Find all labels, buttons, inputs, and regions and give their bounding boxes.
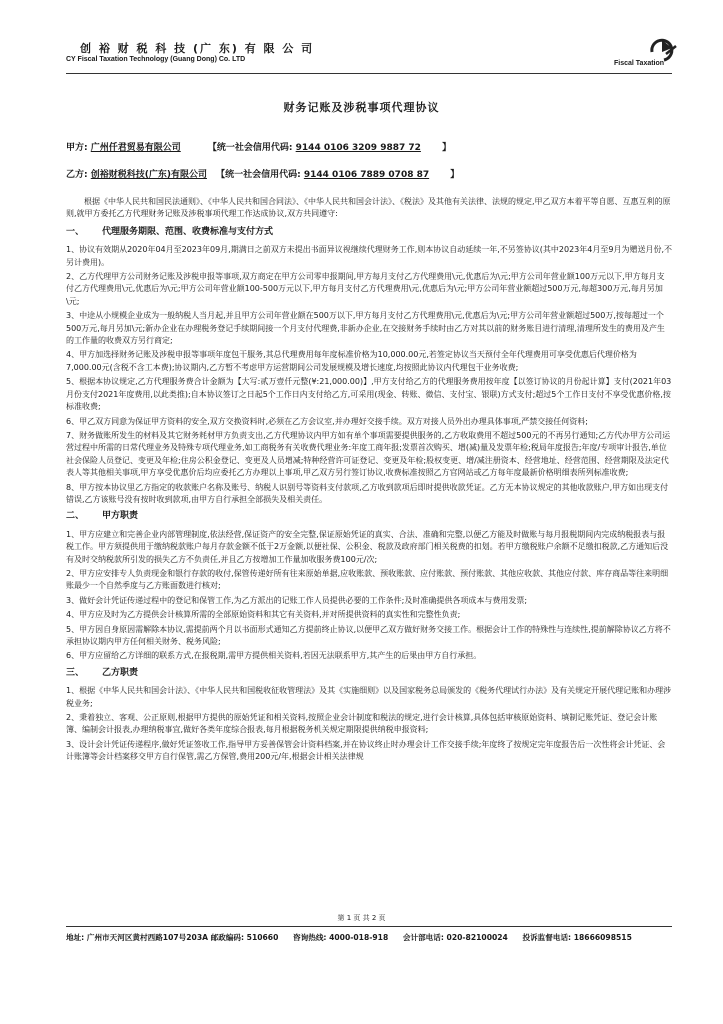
- logo-caption: Fiscal Taxation: [614, 60, 665, 67]
- footer-hotline: 咨询热线: 4000-018-918: [293, 933, 389, 942]
- party-a-code-label: 【统一社会信用代码:: [207, 143, 293, 153]
- header-rule: [66, 73, 672, 74]
- section-3-item: 3、设计会计凭证传递程序,做好凭证签收工作,指导甲方妥善保管会计资料档案,并在协议终止时办理会计工作交接手续;年度终了按规定完年度报告后一次性将会计凭证、会计账簿等会计档案移交甲方自行保管,需乙方保管,费用200元/年,根据会计相关法律规: [66, 739, 666, 762]
- section-2-heading: 二、 甲方职责: [66, 511, 139, 522]
- section-2-item: 6、甲方应留给乙方详细的联系方式,在报税期,需甲方提供相关资料,若因无法联系甲方,其产生的后果由甲方自行承担。: [66, 651, 482, 661]
- section-1-heading: 一、 代理服务期限、范围、收费标准与支付方式: [66, 226, 274, 237]
- party-a-line: [66, 140, 451, 153]
- section-2-item: 3、做好会计凭证传递过程中的登记和保管工作,为乙方派出的记账工作人员提供必要的工作条件;及时准确提供各项成本与费用发票;: [66, 595, 528, 605]
- page-number: 第 1 页 共 2 页: [337, 914, 386, 922]
- party-a-label: 甲方:: [66, 143, 88, 153]
- section-1-item: 3、中途从小规模企业成为一般纳税人当月起,并且甲方公司年营业额在500万以下,甲方每月支付乙方代理费用\元,优惠后为\元;甲方公司年营业额超过500万,按每超过一个500万元,每月另加\元;新办企业在办理税务登记手续期间接一个月支付代理费,非新办企业,在交接财务手续时由乙方对其以前的财务账目进行清理,清理所发生的费用及产生的工作量的收费双方另行商定;: [66, 311, 665, 346]
- footer-complaint: 会计部电话: 020-82100024: [402, 933, 508, 942]
- letterhead: [66, 40, 666, 70]
- party-a-code: 9144 0106 3209 9887 72: [295, 143, 421, 153]
- party-a-code-end: 】: [442, 143, 452, 153]
- section-3-heading: 三、 乙方职责: [66, 667, 139, 678]
- footer: [66, 932, 672, 943]
- section-3-item: 1、根据《中华人民共和国会计法》、《中华人民共和国税收征收管理法》及其《实施细则》以及国家税务总局颁发的《税务代理试行办法》及有关规定开展代理记账和办理涉税业务;: [66, 686, 672, 708]
- party-b-line: [66, 167, 459, 180]
- intro-paragraph: 根据《中华人民共和国民法通则》、《中华人民共和国合同法》、《中华人民共和国会计法》、《税法》及其他有关法律、法规的规定,甲乙双方本着平等自愿、互惠互利的原则,就甲方委托乙方代理财务记账及涉税事项代理工作达成协议,双方共同遵守:: [66, 197, 671, 219]
- party-b-name: 创裕财税科技(广东)有限公司: [90, 170, 207, 180]
- party-b-code: 9144 0106 7889 0708 87: [303, 170, 430, 180]
- party-a-name: 广州仟君贸易有限公司: [90, 143, 181, 153]
- footer-address: 地址: 广州市天河区黄村西路107号203A 邮政编码: 510660: [66, 933, 279, 942]
- footer-supervise: 投诉监督电话: 18666098515: [522, 933, 632, 942]
- section-1-item: 5、根据本协议规定,乙方代理服务费合计金额为【大写:贰万壹仟元整(¥:21,000.00)】,甲方支付给乙方的代理服务费用按年度【以签订协议的月份起计算】支付(2021年03月份支付2021年度费用,以此类推);自本协议签订之日起5个工作日内支付给乙方,可采用(现金、转账、微信、支付宝、银联)方式支付;超过5个工作日支付不享受优惠价格,按标准收费;: [66, 377, 672, 412]
- section-1-item: 4、甲方加选择财务记账及涉税申报等事项年度包干服务,其总代理费用每年度标准价格为10,000.00元,若签定协议当天预付全年代理费用可享受优惠后代理价格为7,000.00元(含税不含工本费);协议期内,乙方暂不考虑甲方运营期间公司发展规模及增长速度,均按照此协议内代理包干业务收费;: [66, 350, 637, 372]
- section-2-item: 2、甲方应安排专人负责现金和银行存款的收付,保管传递好所有往来原始单据,应收账款、预收账款、应付账款、预付账款、其他应收款、其他应付款、库存商品等往来明细账最少一个自然季度与乙方账面数进行核对;: [66, 568, 669, 591]
- company-name-en: CY Fiscal Taxation Technology (Guang Dong) Co. LTD: [66, 56, 246, 63]
- section-1-item: 7、财务做账所发生的材料及其它财务耗材甲方负责支出,乙方代理协议内甲方如有单个事项需要提供服务的,乙方收取费用不超过500元的不再另行通知;乙方代办甲方公司运营过程中所需的日常代理业务及特殊专项代理业务,如工商税务有关收费代理业务:年度工商年报;发票首次购买、增(减)量及发票年检;税局年度报告;年度/专项审计报告,单位社会保险人员登记、变更及年检;住房公积金登记、变更及人员增减;特种经营许可证登记、变更及年检;股权变更、增/减注册资本、经营地址、经营范围、经营期限及法定代表人等其他相关事项,甲方享受优惠价后均应委托乙方办理以上事项,甲乙双方另行签订协议,收费标准按照乙方官网站或乙方每年度最新价格明细表所列标准收费;: [66, 430, 671, 478]
- section-2-item: 4、甲方应及时为乙方提供会计核算所需的全部原始资料和其它有关资料,并对所提供资料的真实性和完整性负责;: [66, 610, 461, 620]
- party-b-label: 乙方:: [66, 170, 88, 180]
- section-2-item: 1、甲方应建立和完善企业内部管理制度,依法经营,保证资产的安全完整,保证原始凭证的真实、合法、准确和完整,以便乙方能及时做账与每月报税期间内完成纳税报表与报税工作。甲方须提供用于缴纳税款账户每月存款金额不低于2万金额,以便社保、公积金、税款及政府部门相关税费的扣划。若甲方缴税账户余额不足缴扣税款,乙方通知后没有及时交纳税款所引发的损失乙方不负责任,并且乙方按增加工作量加收服务费100元/次;: [66, 529, 669, 564]
- document-title: 财务记账及涉税事项代理协议: [283, 101, 440, 114]
- section-1-item: 8、甲方按本协议里乙方指定的收款账户名称及账号、纳税人识别号等资料支付款项,乙方收到款项后即时提供收款凭证。乙方无本协议规定的其他收款账户,甲方如出现支付错误,乙方该账号没有按时收到款项,由甲方自行承担全部损失及相关责任。: [66, 482, 669, 504]
- party-b-code-label: 【统一社会信用代码:: [216, 170, 301, 180]
- section-3-item: 2、秉着独立、客观、公正原则,根据甲方提供的原始凭证和相关资料,按照企业会计制度和税法的规定,进行会计核算,具体包括审核原始资料、填制记账凭证、登记会计账簿、编制会计报表,办理纳税事宜,做好各类年度综合报表,每月根据税务机关规定期限提供纳税申报资料;: [66, 713, 658, 735]
- section-1-item: 6、甲乙双方同意为保证甲方资料的安全,双方交换资料时,必须在乙方会议室,并办理好交接手续。双方对接人员外出办理具体事项,严禁交接任何资料;: [66, 416, 588, 426]
- agreement-body: [66, 196, 672, 766]
- company-name-cn: 创 裕 财 税 科 技 (广 东) 有 限 公 司: [80, 42, 315, 55]
- section-2-item: 5、甲方因自身原因需解除本协议,需提前两个月以书面形式通知乙方提前终止协议,以便甲乙双方做好财务交接工作。根据会计工作的特殊性与连续性,提前解除协议乙方将不承担协议期内甲方任何相关财务、税务风险;: [66, 624, 671, 646]
- party-b-code-end: 】: [450, 170, 460, 180]
- section-1-item: 1、协议有效期从2020年04月至2023年09月,期满日之前双方未提出书面异议视继续代理财务工作,则本协议自动延续一年,不另签协议(其中2023年4月至9月为赠送月份,不另计费用)。: [66, 245, 672, 267]
- section-1-item: 2、乙方代理甲方公司财务记账及涉税申报等事项,双方商定在甲方公司零申报期间,甲方每月支付乙方代理费用\元,优惠后为\元;甲方公司年营业额100万元以下,甲方每月支付乙方代理费用\元,优惠后为\元;甲方公司年营业额100-500万元以下,甲方每月支付乙方代理费用\元,优惠后为\元;甲方公司年营业额超过500万元,每超300万元,每月另加\元;: [66, 272, 665, 306]
- footer-rule: [66, 926, 672, 927]
